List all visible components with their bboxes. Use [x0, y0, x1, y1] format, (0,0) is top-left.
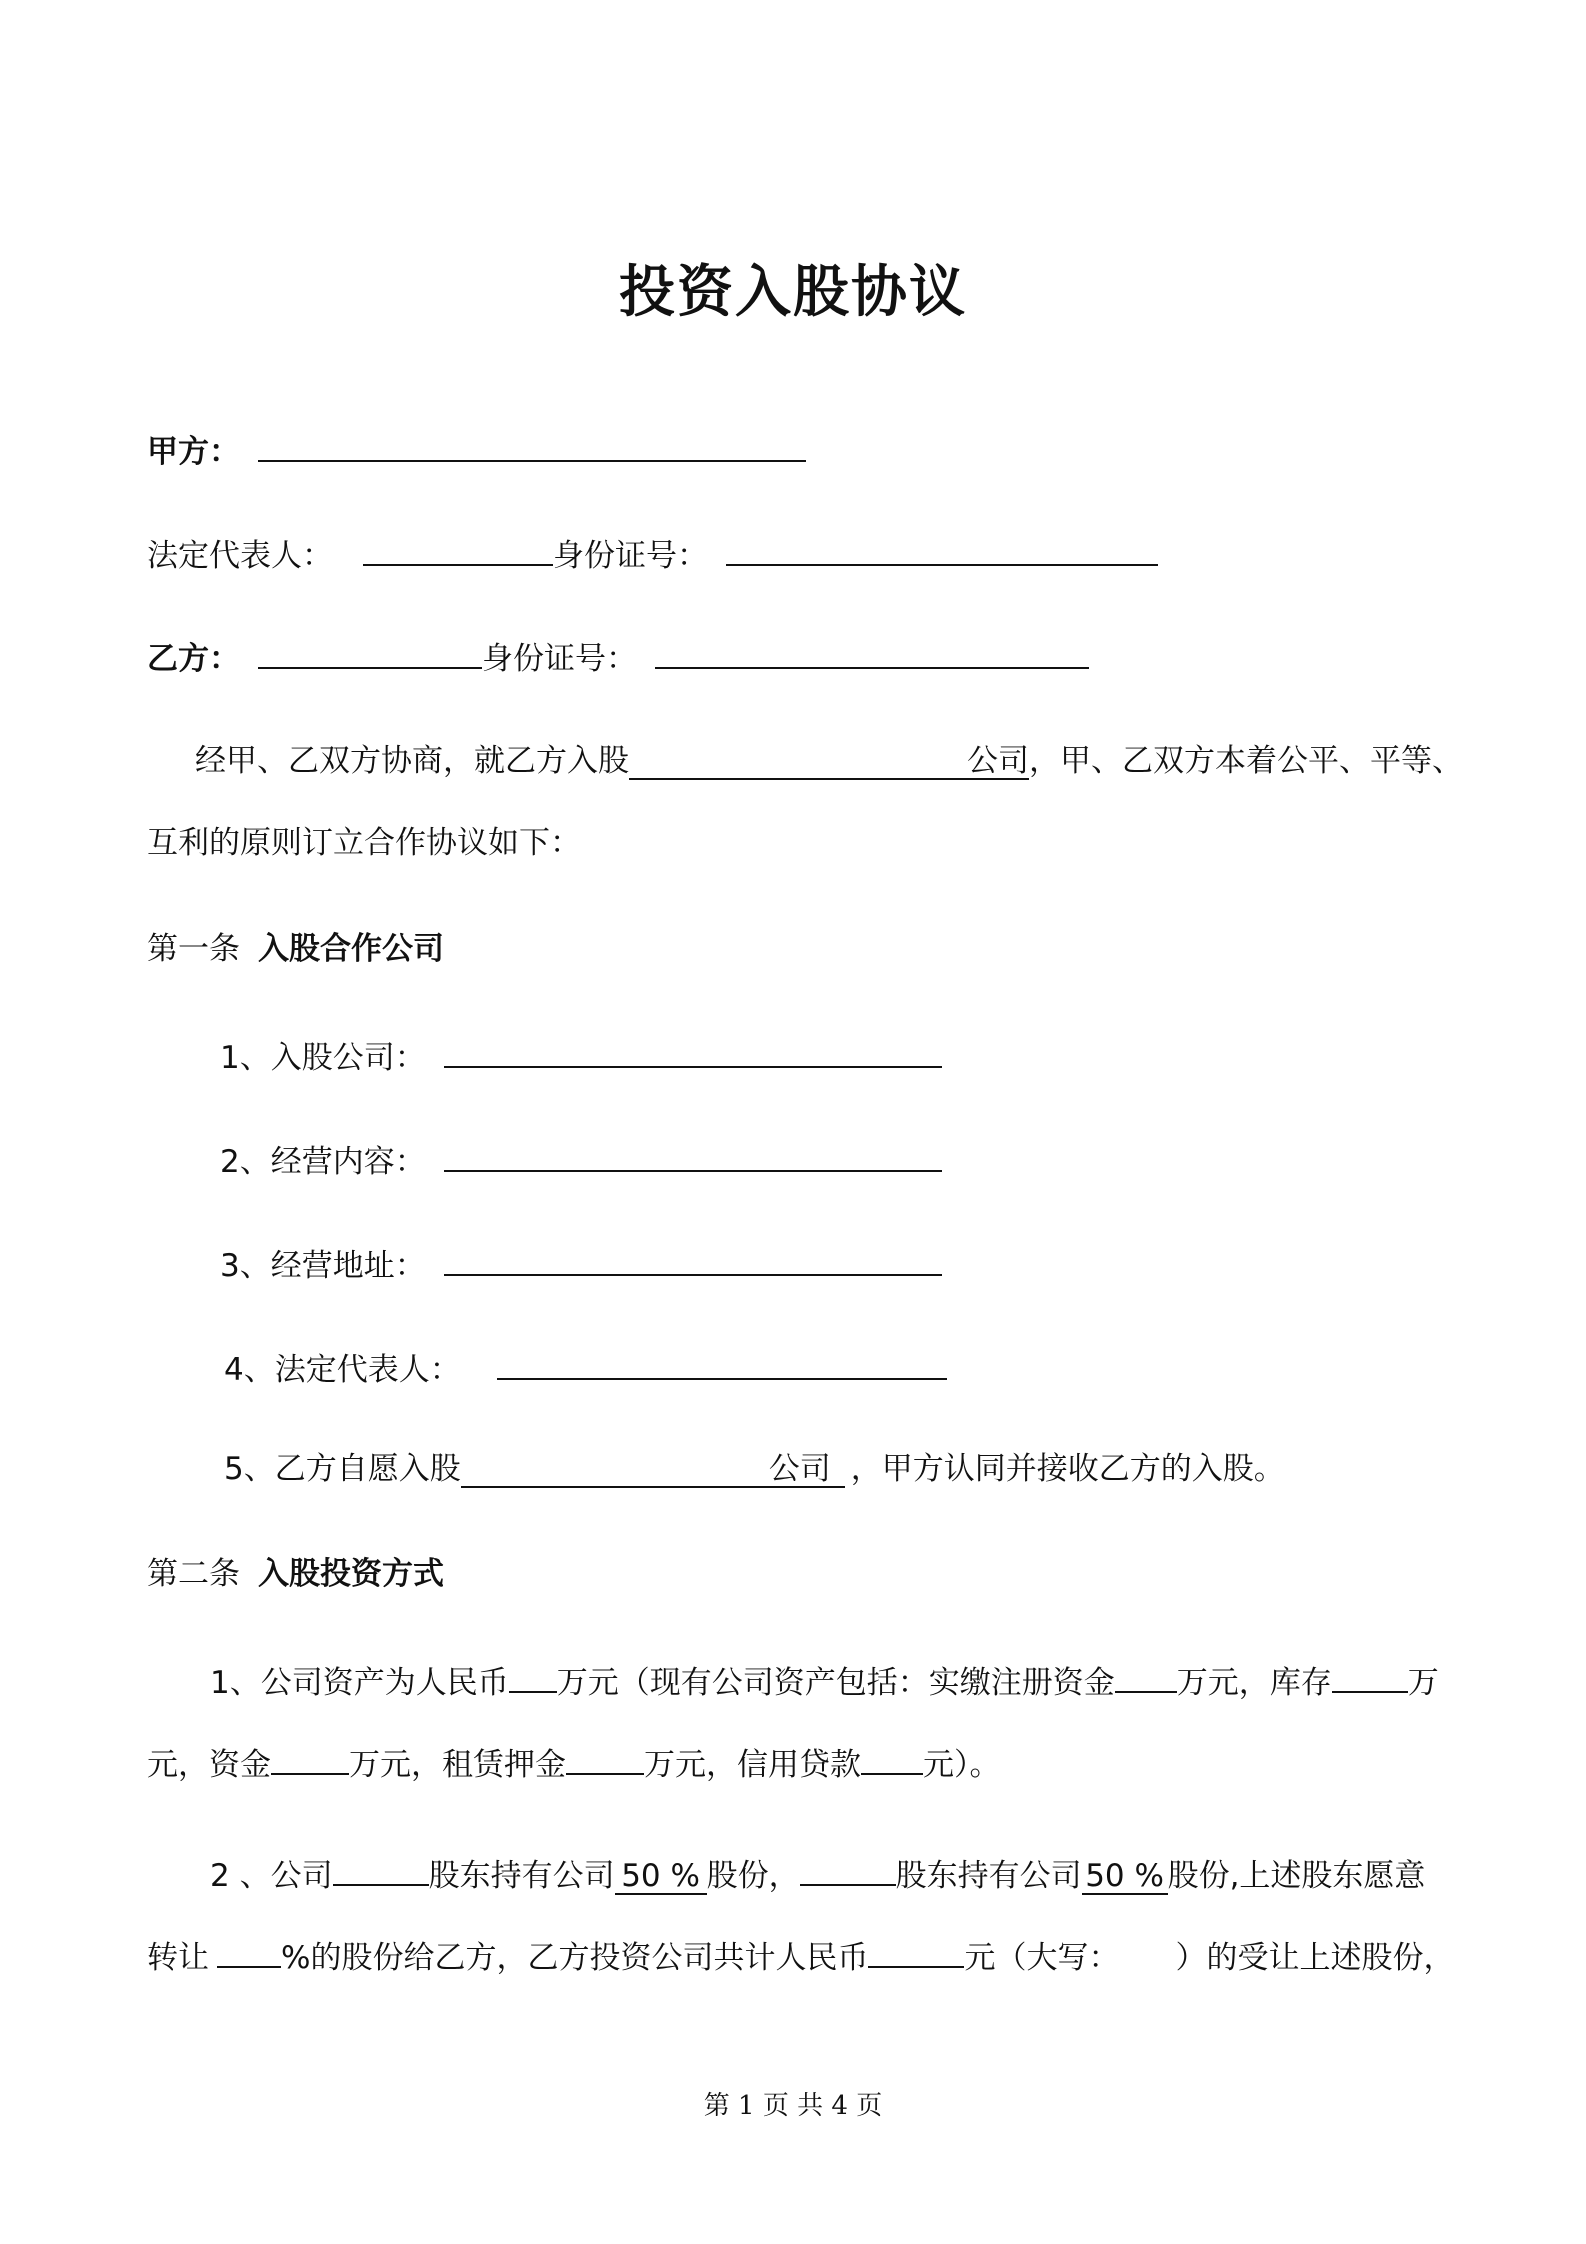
intro-company-blank[interactable]: [629, 738, 1029, 780]
legal-rep-label: 法定代表人：: [147, 538, 333, 574]
article-1-heading: [147, 926, 444, 972]
party-a-label: 甲方：: [147, 434, 240, 470]
a2-p1-blank-3[interactable]: [1332, 1655, 1408, 1693]
a2-p2-text-5: 股份,上述股东愿意: [1167, 1858, 1426, 1894]
a1-item-2-label: 2、经营内容：: [220, 1144, 426, 1180]
party-b-line: [147, 631, 1089, 677]
a1-item-4-blank[interactable]: [497, 1342, 947, 1380]
legal-rep-line: [147, 528, 1158, 574]
article-1-title: 入股合作公司: [258, 931, 444, 967]
a1-item-3-label: 3、经营地址：: [220, 1248, 426, 1284]
a2-p1-text-8: 元）。: [923, 1747, 1001, 1783]
page-footer: 第 1 页 共 4 页: [703, 2091, 883, 2121]
a2-p1-blank-2[interactable]: [1115, 1655, 1177, 1693]
id-blank-2[interactable]: [655, 631, 1089, 669]
a1-item-3-blank[interactable]: [444, 1238, 942, 1276]
article-1-number: 第一条: [147, 931, 240, 967]
a2-p1-text-1: 1、公司资产为人民币: [210, 1665, 509, 1701]
id-label-1: 身份证号：: [553, 538, 708, 574]
a2-p2-text-8: 元（大写：: [964, 1940, 1120, 1976]
a2-p2-blank-4[interactable]: [868, 1930, 964, 1968]
party-a-line: [147, 424, 806, 470]
a2-p2-text-4: 股东持有公司: [895, 1858, 1082, 1894]
article-2-number: 第二条: [147, 1556, 240, 1592]
a2-p1-text-2: 万元（现有公司资产包括：实缴注册资金: [556, 1665, 1115, 1701]
a1-item-5-company-text: 公司: [768, 1451, 831, 1487]
a2-p2-text-2: 股东持有公司: [428, 1858, 615, 1894]
a2-p2-blank-3[interactable]: [217, 1930, 281, 1968]
a2-p2-pct-2[interactable]: [1082, 1853, 1168, 1895]
a2-p2-pct-1[interactable]: [615, 1853, 707, 1895]
a1-item-3: [220, 1238, 942, 1284]
a1-item-1-label: 1、入股公司：: [220, 1040, 426, 1076]
a2-p2-text-7: %的股份给乙方，乙方投资公司共计人民币: [281, 1940, 869, 1976]
a2-para-2-line-1: [210, 1848, 1425, 1894]
a1-item-1-blank[interactable]: [444, 1030, 942, 1068]
a2-p1-text-6: 万元，租赁押金: [349, 1747, 566, 1783]
intro-text-2: ，甲、乙双方本着公平、平等、: [1029, 743, 1463, 779]
a1-item-2-blank[interactable]: [444, 1134, 942, 1172]
a2-p1-blank-6[interactable]: [861, 1737, 923, 1775]
a1-item-5-text-1: 5、乙方自愿入股: [224, 1451, 461, 1487]
id-label-2: 身份证号：: [482, 641, 637, 677]
a2-p1-blank-4[interactable]: [271, 1737, 349, 1775]
a2-p2-text-6: 转让: [147, 1940, 209, 1976]
a2-p1-blank-1[interactable]: [509, 1655, 557, 1693]
party-b-label: 乙方：: [147, 641, 240, 677]
intro-line-2: 互利的原则订立合作协议如下：: [147, 825, 581, 861]
party-b-blank[interactable]: [258, 631, 482, 669]
a1-item-1: [220, 1030, 942, 1076]
id-blank-1[interactable]: [726, 528, 1158, 566]
a1-item-5-company-blank[interactable]: [461, 1446, 845, 1488]
a2-p1-text-4: 万: [1407, 1665, 1439, 1701]
a2-p1-blank-5[interactable]: [566, 1737, 644, 1775]
a2-p2-pct-2-text: 50 %: [1085, 1858, 1164, 1894]
document-title: 投资入股协议: [619, 260, 967, 325]
a2-p2-text-9: ）的受让上述股份，: [1175, 1940, 1455, 1976]
a1-item-4-label: 4、法定代表人：: [224, 1352, 461, 1388]
a2-p2-blank-2[interactable]: [800, 1848, 896, 1886]
legal-rep-blank[interactable]: [363, 528, 553, 566]
a2-p1-text-5: 元，资金: [147, 1747, 271, 1783]
a1-item-5: [224, 1446, 1285, 1492]
a1-item-2: [220, 1134, 942, 1180]
a2-p2-text-3: 股份，: [706, 1858, 800, 1894]
a2-p2-pct-1-text: 50 %: [621, 1858, 700, 1894]
a2-para-2-line-2: [147, 1930, 1454, 1976]
party-a-blank[interactable]: [258, 424, 806, 462]
a2-para-1-line-1: [210, 1655, 1439, 1701]
intro-text-1: 经甲、乙双方协商，就乙方入股: [195, 743, 629, 779]
a2-para-1-line-2: [147, 1737, 1001, 1783]
intro-company-text: 公司: [967, 743, 1029, 779]
a2-p2-blank-1[interactable]: [333, 1848, 429, 1886]
a1-item-5-text-2: ，甲方认同并接收乙方的入股。: [850, 1451, 1285, 1487]
a2-p2-text-1: 2 、公司: [210, 1858, 333, 1894]
a1-item-4: [224, 1342, 947, 1388]
article-2-heading: [147, 1551, 444, 1597]
article-2-title: 入股投资方式: [258, 1556, 444, 1592]
a2-p1-text-3: 万元，库存: [1176, 1665, 1332, 1701]
a2-p1-text-7: 万元，信用贷款: [644, 1747, 861, 1783]
intro-line-1: [195, 738, 1463, 784]
